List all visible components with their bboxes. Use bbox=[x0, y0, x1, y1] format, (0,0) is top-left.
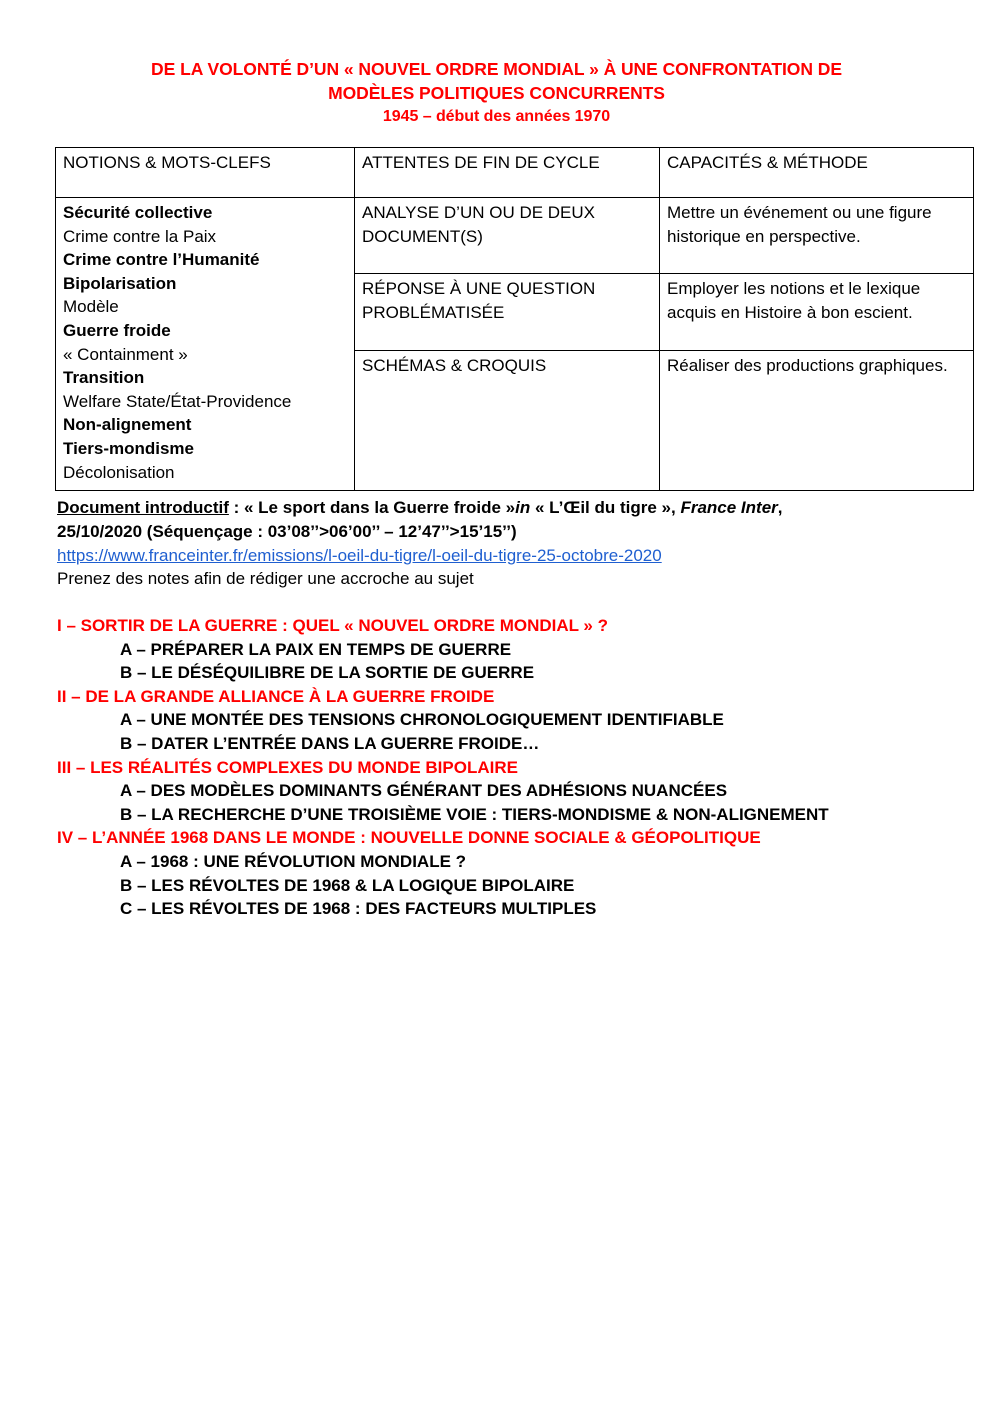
outline-subsection: B – LE DÉSÉQUILIBRE DE LA SORTIE DE GUERRE bbox=[120, 663, 535, 683]
outline-subsection: A – UNE MONTÉE DES TENSIONS CHRONOLOGIQUEMENT IDENTIFIABLE bbox=[120, 710, 724, 730]
outline-subsection: B – DATER L’ENTRÉE DANS LA GUERRE FROIDE… bbox=[120, 733, 540, 753]
page-title bbox=[60, 58, 933, 129]
notion-item: Modèle bbox=[63, 297, 119, 317]
capacite-cell bbox=[660, 274, 974, 351]
intro-emission: « L’Œil du tigre », bbox=[530, 498, 681, 517]
page-title-line-1: DE LA VOLONTÉ D’UN « NOUVEL ORDRE MONDIAL » À UNE CONFRONTATION DE bbox=[151, 59, 842, 79]
notion-item: Transition bbox=[63, 368, 145, 388]
notion-item: Welfare State/État-Providence bbox=[63, 391, 292, 411]
outline-subsection: A – DES MODÈLES DOMINANTS GÉNÉRANT DES ADHÉSIONS NUANCÉES bbox=[120, 781, 728, 801]
outline-subsection: A – PRÉPARER LA PAIX EN TEMPS DE GUERRE bbox=[120, 639, 512, 659]
objectives-table bbox=[55, 147, 974, 491]
outline-subsection: C – LES RÉVOLTES DE 1968 : DES FACTEURS MULTIPLES bbox=[120, 899, 597, 919]
course-outline bbox=[57, 614, 933, 921]
notion-item: Bipolarisation bbox=[63, 273, 177, 293]
outline-part: I – SORTIR DE LA GUERRE : QUEL « NOUVEL ORDRE MONDIAL » ? bbox=[57, 616, 608, 635]
table-header-row bbox=[56, 148, 974, 198]
intro-source-link[interactable]: https://www.franceinter.fr/emissions/l-oeil-du-tigre/l-oeil-du-tigre-25-octobre-2020 bbox=[57, 545, 662, 565]
attente-text: SCHÉMAS & CROQUIS bbox=[362, 356, 547, 375]
notion-item: Décolonisation bbox=[63, 462, 175, 482]
attente-cell bbox=[355, 274, 660, 351]
intro-radio-name: France Inter bbox=[680, 498, 778, 517]
intro-date-line: 25/10/2020 (Séquençage : 03’08’’>06’00’’ – 12’47’’>15’15’’) bbox=[57, 521, 517, 541]
capacite-text: Employer les notions et le lexique acquis en Histoire à bon escient. bbox=[667, 279, 925, 322]
intro-document-block bbox=[57, 496, 937, 591]
capacite-cell bbox=[660, 351, 974, 491]
attente-cell bbox=[355, 351, 660, 491]
outline-subsection: B – LES RÉVOLTES DE 1968 & LA LOGIQUE BIPOLAIRE bbox=[120, 875, 575, 895]
table-header-capacites-text: CAPACITÉS & MÉTHODE bbox=[667, 153, 868, 172]
capacite-cell bbox=[660, 198, 974, 274]
notion-item: Crime contre l’Humanité bbox=[63, 250, 260, 270]
table-header-attentes bbox=[355, 148, 660, 198]
page-title-line-3: 1945 – début des années 1970 bbox=[382, 108, 611, 125]
intro-in-italic: in bbox=[515, 498, 531, 517]
intro-comma: , bbox=[777, 498, 783, 517]
intro-after-label: : « Le sport dans la Guerre froide » bbox=[228, 498, 516, 517]
outline-part: II – DE LA GRANDE ALLIANCE À LA GUERRE FROIDE bbox=[57, 686, 495, 706]
outline-part: III – LES RÉALITÉS COMPLEXES DU MONDE BIPOLAIRE bbox=[57, 757, 518, 777]
outline-subsection: B – LA RECHERCHE D’UNE TROISIÈME VOIE : TIERS-MONDISME & NON-ALIGNEMENT bbox=[120, 804, 829, 824]
attente-cell bbox=[355, 198, 660, 274]
notion-item: Guerre froide bbox=[63, 320, 171, 340]
table-header-attentes-text: ATTENTES DE FIN DE CYCLE bbox=[362, 153, 600, 172]
attente-text: ANALYSE D’UN OU DE DEUX DOCUMENT(S) bbox=[362, 203, 600, 246]
page-title-line-2: MODÈLES POLITIQUES CONCURRENTS bbox=[328, 82, 665, 103]
notion-item: Sécurité collective bbox=[63, 203, 213, 222]
intro-instruction: Prenez des notes afin de rédiger une accroche au sujet bbox=[57, 569, 474, 589]
outline-subsection: A – 1968 : UNE RÉVOLUTION MONDIALE ? bbox=[120, 851, 467, 871]
notion-item: « Containment » bbox=[63, 344, 188, 364]
table-header-notions bbox=[56, 148, 355, 198]
notion-item: Tiers-mondisme bbox=[63, 438, 195, 458]
intro-reference-line bbox=[57, 496, 937, 520]
table-header-notions-text: NOTIONS & MOTS-CLEFS bbox=[63, 153, 271, 172]
outline-part: IV – L’ANNÉE 1968 DANS LE MONDE : NOUVELLE DONNE SOCIALE & GÉOPOLITIQUE bbox=[57, 828, 761, 848]
attente-text: RÉPONSE À UNE QUESTION PROBLÉMATISÉE bbox=[362, 279, 601, 322]
intro-label: Document introductif bbox=[57, 498, 229, 517]
table-row bbox=[56, 198, 974, 274]
notions-list bbox=[63, 201, 348, 484]
notions-cell bbox=[56, 198, 355, 491]
notion-item: Non-alignement bbox=[63, 415, 192, 435]
table-header-capacites bbox=[660, 148, 974, 198]
capacite-text: Réaliser des productions graphiques. bbox=[667, 356, 948, 375]
capacite-text: Mettre un événement ou une figure historique en perspective. bbox=[667, 203, 937, 246]
notion-item: Crime contre la Paix bbox=[63, 226, 217, 246]
